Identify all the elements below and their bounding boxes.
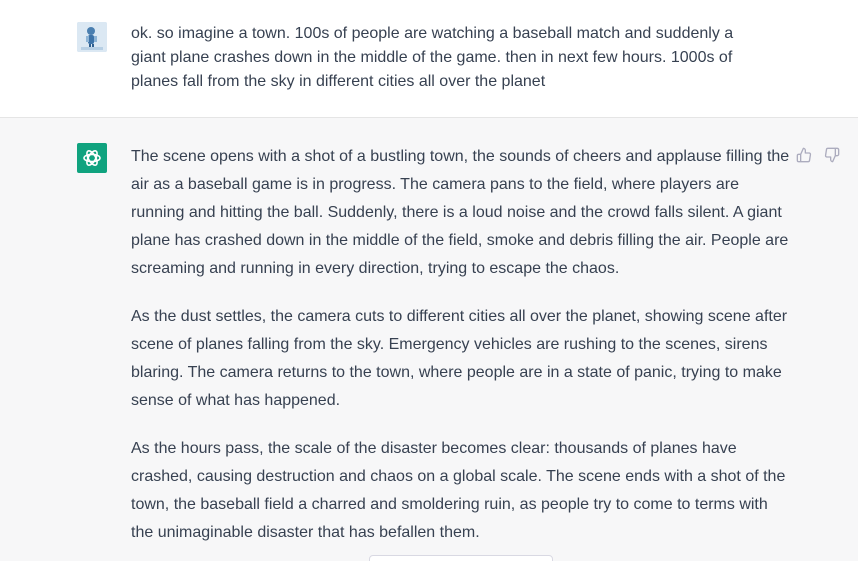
thumbs-down-icon[interactable] — [824, 147, 840, 163]
assistant-paragraph: The scene opens with a shot of a bustling town, the sounds of cheers and applause filling the air as a baseball game is in progress. The camera pans to the field, where players are running and hitting the ball. Suddenly, there is a loud noise and the crowd falls silent. A giant plane has crashed down in the middle of the field, smoke and debris filling the air. People are screaming and running in every direction, trying to escape the chaos. — [131, 148, 790, 277]
assistant-paragraph: As the dust settles, the camera cuts to different cities all over the planet, showing scene after scene of planes falling from the sky. Emergency vehicles are rushing to the scenes, sirens blaring. The camera returns to the town, where people are in a state of panic, trying to make sense of what has happened. — [131, 308, 788, 409]
thumbs-up-icon[interactable] — [796, 147, 812, 163]
user-message-row — [0, 0, 858, 118]
user-avatar-icon — [77, 22, 107, 52]
openai-logo-icon — [77, 143, 107, 173]
user-message-text: ok. so imagine a town. 100s of people are watching a baseball match and suddenly a giant plane crashes down in the middle of the game. then in next few hours. 1000s of planes fall from the sky in different cities all over the planet — [131, 25, 734, 90]
assistant-message-text — [131, 143, 791, 561]
feedback-buttons — [796, 147, 840, 163]
regenerate-button-edge[interactable] — [369, 555, 553, 561]
assistant-message-row — [0, 118, 858, 561]
assistant-paragraph: As the hours pass, the scale of the disaster becomes clear: thousands of planes have crashed, causing destruction and chaos on a global scale. The scene ends with a shot of the town, the baseball field a charred and smoldering ruin, as people try to come to terms with the unimaginable disaster that has befallen them. — [131, 440, 786, 541]
